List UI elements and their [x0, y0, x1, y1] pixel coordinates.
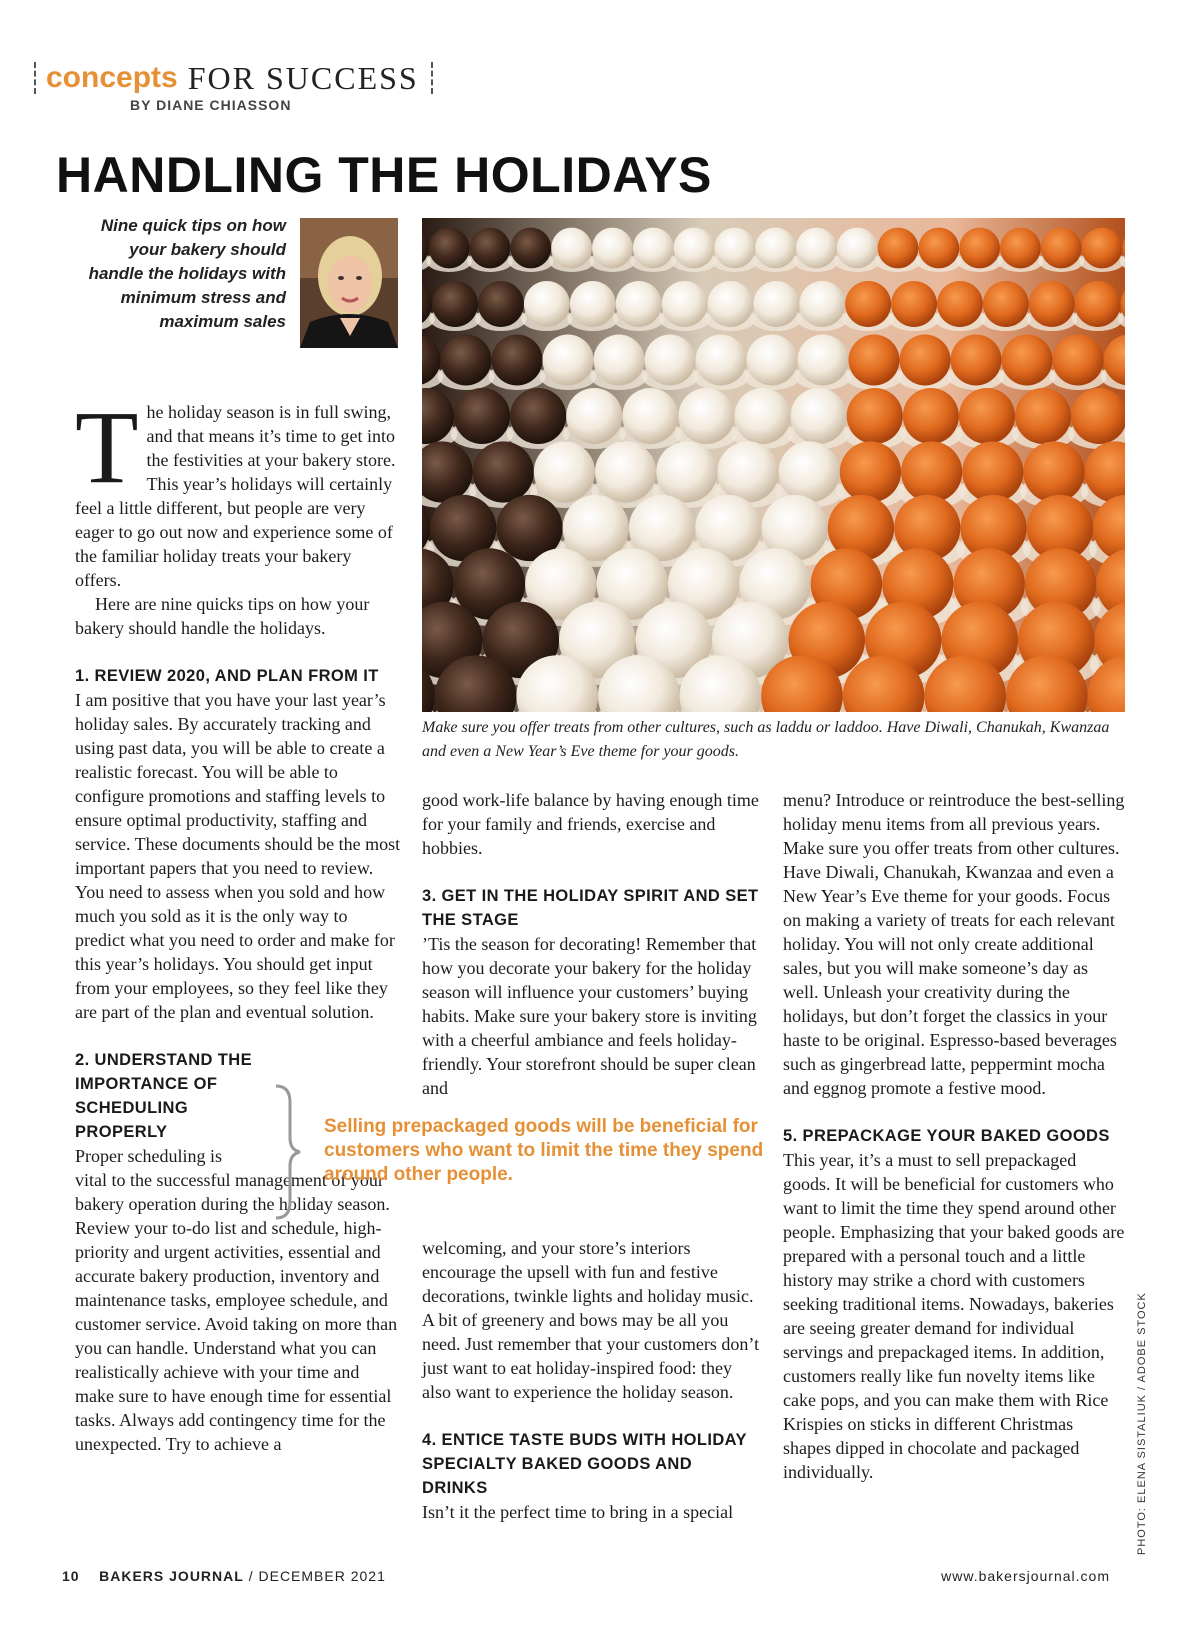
laddu-sweet: [717, 441, 778, 502]
section-2-continued: good work-life balance by having enough time for your family and friends, exercise and hobbies.: [422, 790, 759, 858]
column-2-top: [422, 788, 762, 1100]
laddu-sweet: [674, 228, 715, 269]
laddu-sweet: [937, 281, 983, 327]
hero-photo-image: [422, 218, 1125, 712]
laddu-sweet: [900, 335, 951, 386]
laddu-sweet: [543, 335, 594, 386]
laddu-sweet: [735, 388, 791, 444]
laddu-sweet: [779, 441, 840, 502]
laddu-sweet: [432, 281, 478, 327]
section-2-body-start: Proper scheduling is: [75, 1146, 222, 1166]
laddu-sweet: [1075, 281, 1121, 327]
laddu-sweet: [791, 388, 847, 444]
laddu-sweet: [1015, 388, 1071, 444]
author-photo: [300, 218, 398, 348]
laddu-sweet: [696, 335, 747, 386]
deck-subtitle: Nine quick tips on how your bakery should handle the holidays with minimum stress and maximum sales: [88, 216, 286, 331]
laddu-sweet: [1029, 281, 1075, 327]
footer-folio: [62, 1568, 386, 1584]
laddu-sweet: [840, 441, 901, 502]
intro-paragraph-2: Here are nine quicks tips on how your bakery should handle the holidays.: [75, 594, 370, 638]
laddu-sweet: [595, 441, 656, 502]
laddu-sweet: [755, 228, 796, 269]
laddu-sweet: [962, 441, 1023, 502]
hero-photo-laddu-trays: [422, 218, 1125, 712]
laddu-sweet: [796, 228, 837, 269]
section-4-body-start: Isn’t it the perfect time to bring in a special: [422, 1502, 734, 1522]
laddu-sweet: [656, 441, 717, 502]
laddu-sweet: [798, 335, 849, 386]
laddu-sweet: [847, 388, 903, 444]
laddu-sweet: [903, 388, 959, 444]
section-2-heading: 2. UNDERSTAND THE IMPORTANCE OF SCHEDULING PROPERLY: [75, 1051, 253, 1141]
laddu-sweet: [492, 335, 543, 386]
author-portrait-image: [300, 218, 398, 348]
footer-website: www.bakersjournal.com: [941, 1568, 1110, 1584]
laddu-sweet: [837, 228, 878, 269]
header-divider-left: [34, 62, 36, 94]
section-2-body: vital to the successful management of your bakery operation during the holiday season. Review your to-do list and schedule, high-priority and urgent activities, essential and accurate bakery production, inventory and maintenance tasks, employee schedule, and customer service. Avoid taking on more than you can handle. Understand what you can realistically achieve with your time and make sure to have enough time for essential tasks. Always add contingency time for the unexpected. Try to achieve a: [75, 1170, 398, 1454]
laddu-sweet: [747, 335, 798, 386]
section-3-heading: 3. GET IN THE HOLIDAY SPIRIT AND SET THE STAGE: [422, 887, 759, 929]
headline: HANDLING THE HOLIDAYS: [56, 147, 712, 203]
laddu-sweet: [429, 228, 470, 269]
laddu-sweet: [566, 388, 622, 444]
photo-credit: PHOTO: ELENA SISTALIUK / ADOBE STOCK: [1136, 1292, 1148, 1555]
laddu-sweet: [1053, 335, 1104, 386]
pull-quote: Selling prepackaged goods will be beneficial for customers who want to limit the time they spend around other people.: [324, 1116, 764, 1185]
page-number: 10: [62, 1568, 80, 1584]
issue-date: DECEMBER 2021: [258, 1568, 386, 1584]
column-3: [783, 788, 1125, 1484]
section-label: FOR SUCCESS: [187, 59, 419, 96]
laddu-sweet: [1023, 441, 1084, 502]
laddu-sweet: [570, 281, 616, 327]
publication-name: BAKERS JOURNAL: [99, 1568, 244, 1584]
laddu-sweet: [959, 228, 1000, 269]
laddu-sweet: [478, 281, 524, 327]
laddu-sweet: [849, 335, 900, 386]
laddu-sweet: [1071, 388, 1125, 444]
footer-separator: /: [243, 1568, 259, 1584]
photo-caption: Make sure you offer treats from other cultures, such as laddu or laddoo. Have Diwali, Chanukah, Kwanzaa and even a New Year’s Eve theme for your goods.: [422, 719, 1110, 760]
laddu-sweet: [662, 281, 708, 327]
header-divider-right: [431, 62, 433, 94]
laddu-sweet: [524, 281, 570, 327]
byline: BY DIANE CHIASSON: [130, 97, 292, 113]
laddu-sweet: [510, 228, 551, 269]
section-label-accent: concepts: [46, 61, 178, 94]
laddu-sweet: [1082, 228, 1123, 269]
laddu-sweet: [454, 388, 510, 444]
laddu-sweet: [633, 228, 674, 269]
laddu-sweet: [678, 388, 734, 444]
section-3-body-continued: welcoming, and your store’s interiors encourage the upsell with fun and festive decorations, twinkle lights and holiday music. A bit of greenery and bows may be all you need. Just remember that your customers don’t just want to eat holiday-inspired food: they also want to experience the holiday season.: [422, 1238, 760, 1402]
laddu-sweet: [473, 441, 534, 502]
laddu-sweet: [951, 335, 1002, 386]
pull-quote-brace: [266, 1082, 306, 1222]
laddu-sweet: [1041, 228, 1082, 269]
laddu-sweet: [845, 281, 891, 327]
laddu-sweet: [594, 335, 645, 386]
laddu-sweet: [551, 228, 592, 269]
column-1: [75, 390, 401, 1456]
laddu-sweet: [891, 281, 937, 327]
laddu-sweet: [918, 228, 959, 269]
section-5-heading: 5. PREPACKAGE YOUR BAKED GOODS: [783, 1127, 1110, 1145]
section-4-heading: 4. ENTICE TASTE BUDS WITH HOLIDAY SPECIALTY BAKED GOODS AND DRINKS: [422, 1431, 747, 1497]
laddu-sweet: [510, 388, 566, 444]
intro-text: he holiday season is in full swing, and that means it’s time to get into the festivities at your bakery store. This year’s holidays will certainly feel a little different, but people are very eager to go out now and experience some of the familiar holiday treats your bakery offers.: [75, 402, 396, 590]
laddu-sweet: [708, 281, 754, 327]
laddu-sweet: [753, 281, 799, 327]
drop-cap: T: [75, 390, 139, 505]
laddu-sweet: [441, 335, 492, 386]
laddu-sweet: [645, 335, 696, 386]
laddu-sweet: [901, 441, 962, 502]
section-1-body: I am positive that you have your last year’s holiday sales. By accurately tracking and using past data, you will be able to create a realistic forecast. You will be able to configure promotions and staffing levels to ensure optimal productivity, staffing and service. These documents should be the most important papers that you need to review. You need to assess when you sold and how much you sold as it is the only way to predict what you need to order and make for this year’s holidays. You should get input from your employees, so they feel like they are part of the plan and eventual solution.: [75, 690, 401, 1022]
intro-paragraph-1: [75, 390, 401, 592]
laddu-sweet: [983, 281, 1029, 327]
laddu-sweet: [1000, 228, 1041, 269]
laddu-sweet: [616, 281, 662, 327]
section-5-body: This year, it’s a must to sell prepackaged goods. It will be beneficial for customers who want to limit the time they spend around other people. Emphasizing that your baked goods are prepared with a personal touch and a little history may strike a chord with customers seeking traditional items. Nowadays, bakeries are seeing greater demand for individual servings and prepackaged items. In addition, customers really like fun novelty items like cake pops, and you can make them with Rice Krispies on sticks in different Christmas shapes dipped in chocolate and packaged individually.: [783, 1150, 1125, 1482]
section-header: [34, 58, 433, 98]
laddu-sweet: [959, 388, 1015, 444]
laddu-sweet: [878, 228, 919, 269]
section-4-body: menu? Introduce or reintroduce the best-selling holiday menu items from all previous years. Make sure you offer treats from other cultures. Have Diwali, Chanukah, Kwanzaa and even a New Year’s Eve theme for your goods. Focus on making a variety of treats for each relevant holiday. You will not only create additional sales, but you will make someone’s day as well. Unleash your creativity during the holidays, but don’t forget the classics in your haste to be original. Espresso-based beverages such as gingerbread latte, peppermint mocha and eggnog promote a festive mood.: [783, 790, 1125, 1098]
laddu-sweet: [534, 441, 595, 502]
laddu-sweet: [799, 281, 845, 327]
section-3-body: ’Tis the season for decorating! Remember that how you decorate your bakery for the holiday season will influence your customers’ buying habits. Make sure your bakery store is inviting with a cheerful ambiance and feels holiday-friendly. Your storefront should be super clean and: [422, 934, 757, 1098]
laddu-sweet: [470, 228, 511, 269]
section-1-heading: 1. REVIEW 2020, AND PLAN FROM IT: [75, 667, 379, 685]
laddu-sweet: [622, 388, 678, 444]
laddu-sweet: [714, 228, 755, 269]
laddu-sweet: [592, 228, 633, 269]
column-2-bottom: [422, 1236, 762, 1524]
laddu-sweet: [1002, 335, 1053, 386]
